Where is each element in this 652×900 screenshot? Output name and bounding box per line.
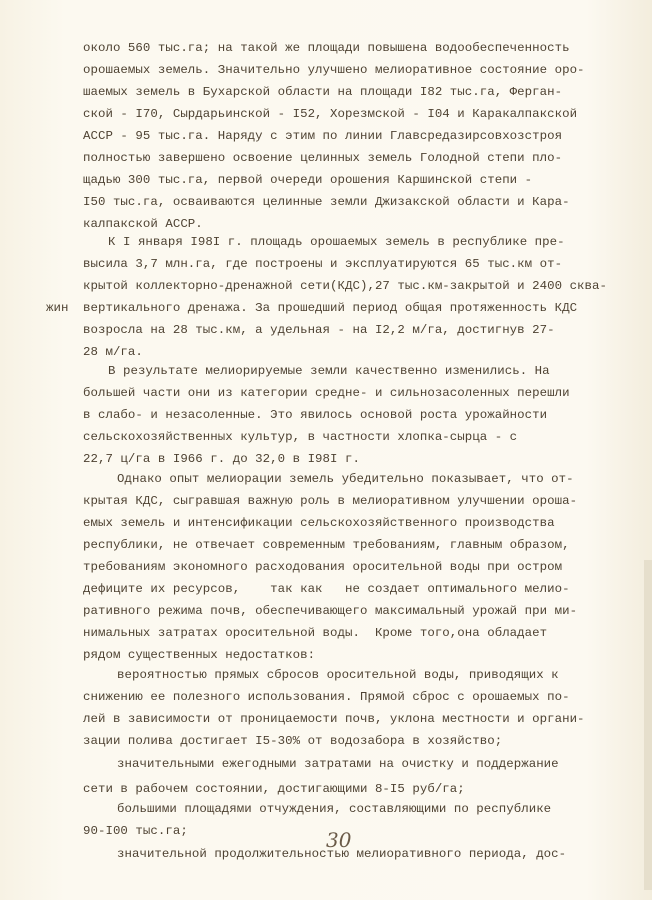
text-line: ской - I70, Сырдарьинской - I52, Хорезмской - I04 и Каракалпакской bbox=[83, 107, 578, 121]
text-line: Однако опыт мелиорации земель убедительно показывает, что от- bbox=[117, 472, 574, 486]
text-line: значительной продолжительностью мелиоративного периода, дос- bbox=[117, 847, 567, 861]
text-line: нимальных затратах оросительной воды. Кроме того,она обладает bbox=[83, 626, 548, 640]
text-line: шаемых земель в Бухарской области на площади I82 тыс.га, Ферган- bbox=[83, 85, 563, 99]
text-line: республики, не отвечает современным требованиям, главным образом, bbox=[83, 538, 570, 552]
text-line: сети в рабочем состоянии, достигающими 8-I5 руб/га; bbox=[83, 782, 465, 796]
page-number: 30 bbox=[326, 828, 352, 852]
text-line: I50 тыс.га, осваиваются целинные земли Джизакской области и Кара- bbox=[83, 195, 570, 209]
text-line: орошаемых земель. Значительно улучшено мелиоративное состояние оро- bbox=[83, 63, 585, 77]
text-line: вероятностью прямых сбросов оросительной воды, приводящих к bbox=[117, 668, 559, 682]
margin-note: жин bbox=[46, 301, 69, 315]
text-line: возросла на 28 тыс.км, а удельная - на I2,2 м/га, достигнув 27- bbox=[83, 323, 555, 337]
text-line: ративного режима почв, обеспечивающего максимальный урожай при ми- bbox=[83, 604, 578, 618]
text-line: в слабо- и незасоленные. Это явилось основой роста урожайности bbox=[83, 408, 548, 422]
text-line: лей в зависимости от проницаемости почв, уклона местности и органи- bbox=[83, 712, 585, 726]
text-line: АССР - 95 тыс.га. Наряду с этим по линии Главсредазирсовхозстроя bbox=[83, 129, 563, 143]
text-line: щадью 300 тыс.га, первой очереди орошения Каршинской степи - bbox=[83, 173, 533, 187]
text-line: требованиям экономного расходования оросительной воды при остром bbox=[83, 560, 563, 574]
text-line: дефиците их ресурсов, так как не создает оптимального мелио- bbox=[83, 582, 570, 596]
text-line: емых земель и интенсификации сельскохозяйственного производства bbox=[83, 516, 555, 530]
text-line: 28 м/га. bbox=[83, 345, 143, 359]
text-line: В результате мелиорируемые земли качественно изменились. На bbox=[108, 364, 550, 378]
paper-edge bbox=[644, 560, 652, 890]
text-line: крытой коллекторно-дренажной сети(КДС),27 тыс.км-закрытой и 2400 сква- bbox=[83, 279, 607, 293]
text-line: большей части они из категории средне- и сильнозасоленных перешли bbox=[83, 386, 570, 400]
text-line: зации полива достигает I5-30% от водозабора в хозяйство; bbox=[83, 734, 503, 748]
text-line: снижению ее полезного использования. Прямой сброс с орошаемых по- bbox=[83, 690, 570, 704]
text-line: большими площадями отчуждения, составляющими по республике bbox=[117, 802, 552, 816]
text-line: 22,7 ц/га в I966 г. до 32,0 в I98I г. bbox=[83, 452, 360, 466]
text-line: сельскохозяйственных культур, в частности хлопка-сырца - с bbox=[83, 430, 518, 444]
text-line: К I января I98I г. площадь орошаемых земель в республике пре- bbox=[108, 235, 565, 249]
text-line: вертикального дренажа. За прошедший период общая протяженность КДС bbox=[83, 301, 578, 315]
text-line: полностью завершено освоение целинных земель Голодной степи пло- bbox=[83, 151, 563, 165]
text-line: крытая КДС, сыгравшая важную роль в мелиоративном улучшении ороша- bbox=[83, 494, 578, 508]
text-line: рядом существенных недостатков: bbox=[83, 648, 316, 662]
text-line: около 560 тыс.га; на такой же площади повышена водообеспеченность bbox=[83, 41, 570, 55]
text-line: высила 3,7 млн.га, где построены и эксплуатируются 65 тыс.км от- bbox=[83, 257, 563, 271]
text-line: калпакской АССР. bbox=[83, 217, 203, 231]
text-line: 90-I00 тыс.га; bbox=[83, 824, 188, 838]
text-line: значительными ежегодными затратами на очистку и поддержание bbox=[117, 757, 559, 771]
